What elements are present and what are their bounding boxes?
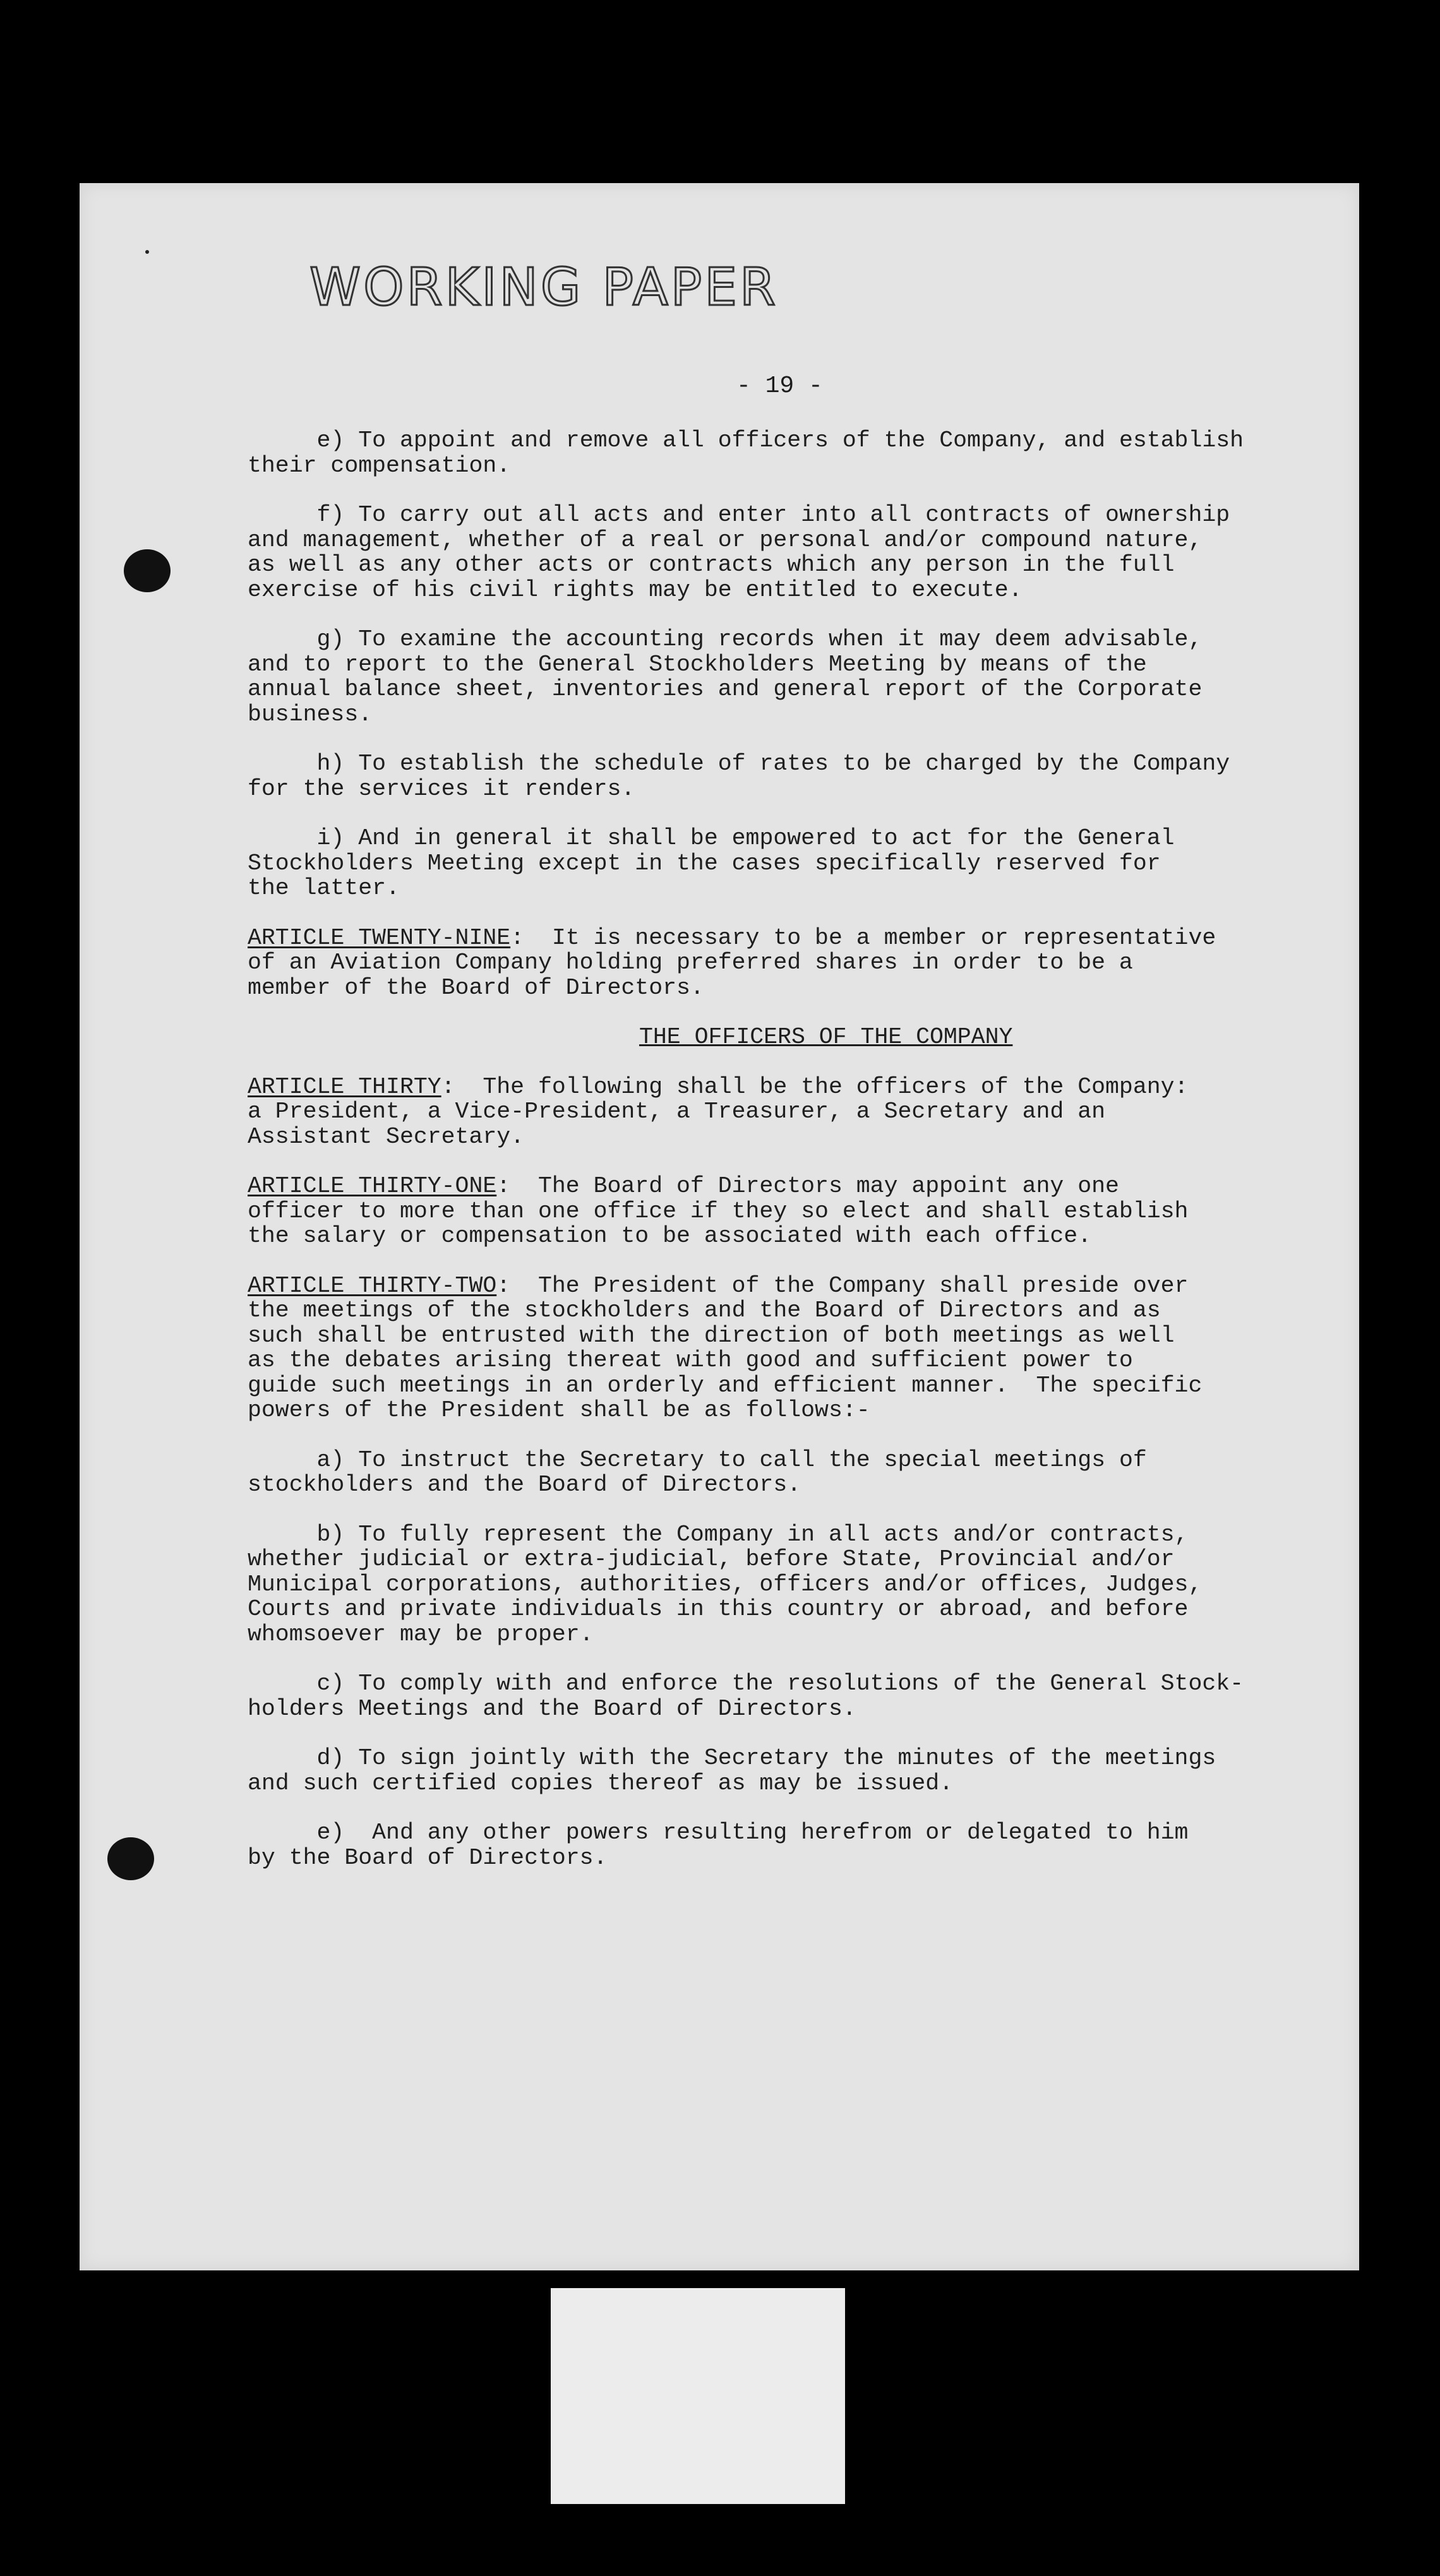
paragraph-b2: b) To fully represent the Company in all acts and/or contracts, whether judicial or extra-judicial, before State, Provincial and/or Municipal corporations, authorities, officers and/or offices, Judges, Courts and private individuals in this country or abroad, and before whomsoever may be proper.: [248, 1521, 1203, 1647]
article-label: ARTICLE THIRTY-ONE: [248, 1173, 497, 1199]
article-twenty-nine: [248, 926, 1359, 1001]
article-label: ARTICLE THIRTY-TWO: [248, 1272, 497, 1299]
article-text: : The following shall be the officers of the Company: a President, a Vice-President, a Treasurer, a Secretary and an Assistant Secretary.: [248, 1073, 1189, 1150]
speck: [145, 250, 149, 254]
target-card: [551, 2288, 845, 2504]
article-thirty-one: [248, 1174, 1359, 1249]
paragraph-d2: d) To sign jointly with the Secretary the minutes of the meetings and such certified copies thereof as may be issued.: [248, 1745, 1216, 1796]
article-thirty: [248, 1075, 1359, 1150]
paragraph-i: i) And in general it shall be empowered to act for the General Stockholders Meeting except in the cases specifically reserved for the latter.: [248, 825, 1175, 901]
section-heading: THE OFFICERS OF THE COMPANY: [639, 1024, 1013, 1050]
article-text: : It is necessary to be a member or representative of an Aviation Company holding preferred shares in order to be a member of the Board of Directors.: [248, 924, 1216, 1001]
article-label: ARTICLE TWENTY-NINE: [248, 924, 511, 951]
page-number: - 19 -: [736, 373, 823, 400]
punch-hole-top: [124, 549, 171, 592]
document-body: [248, 428, 1359, 1895]
article-thirty-two: [248, 1273, 1359, 1423]
paragraph-f: f) To carry out all acts and enter into all contracts of ownership and management, whether of a real or personal and/or compound nature, as well as any other acts or contracts which any person in the full exercise of his civil rights may be entitled to execute.: [248, 502, 1230, 603]
paragraph-a2: a) To instruct the Secretary to call the special meetings of stockholders and the Board of Directors.: [248, 1446, 1147, 1498]
paragraph-e2: e) And any other powers resulting herefrom or delegated to him by the Board of Directors.: [248, 1820, 1189, 1871]
article-label: ARTICLE THIRTY: [248, 1073, 441, 1100]
paragraph-g: g) To examine the accounting records when it may deem advisable, and to report to the General Stockholders Meeting by means of the annual balance sheet, inventories and general report of the Corporate business.: [248, 626, 1203, 727]
punch-hole-bottom: [107, 1837, 154, 1880]
article-text: : The President of the Company shall preside over the meetings of the stockholders and the Board of Directors and as such shall be entrusted with the direction of both meetings as well as the debates arising thereat with good and sufficient power to guide such meetings in an orderly and efficient manner. The specific powers of the President shall be as follows:-: [248, 1272, 1203, 1423]
working-paper-stamp: WORKING PAPER: [309, 258, 779, 318]
document-page: [80, 183, 1359, 2270]
paragraph-e: e) To appoint and remove all officers of the Company, and establish their compensation.: [248, 427, 1244, 479]
paragraph-c2: c) To comply with and enforce the resolutions of the General Stock- holders Meetings and the Board of Directors.: [248, 1671, 1244, 1722]
article-text: : The Board of Directors may appoint any one officer to more than one office if they so elect and shall establish the salary or compensation to be associated with each office.: [248, 1173, 1189, 1249]
paragraph-h: h) To establish the schedule of rates to be charged by the Company for the services it renders.: [248, 751, 1230, 802]
